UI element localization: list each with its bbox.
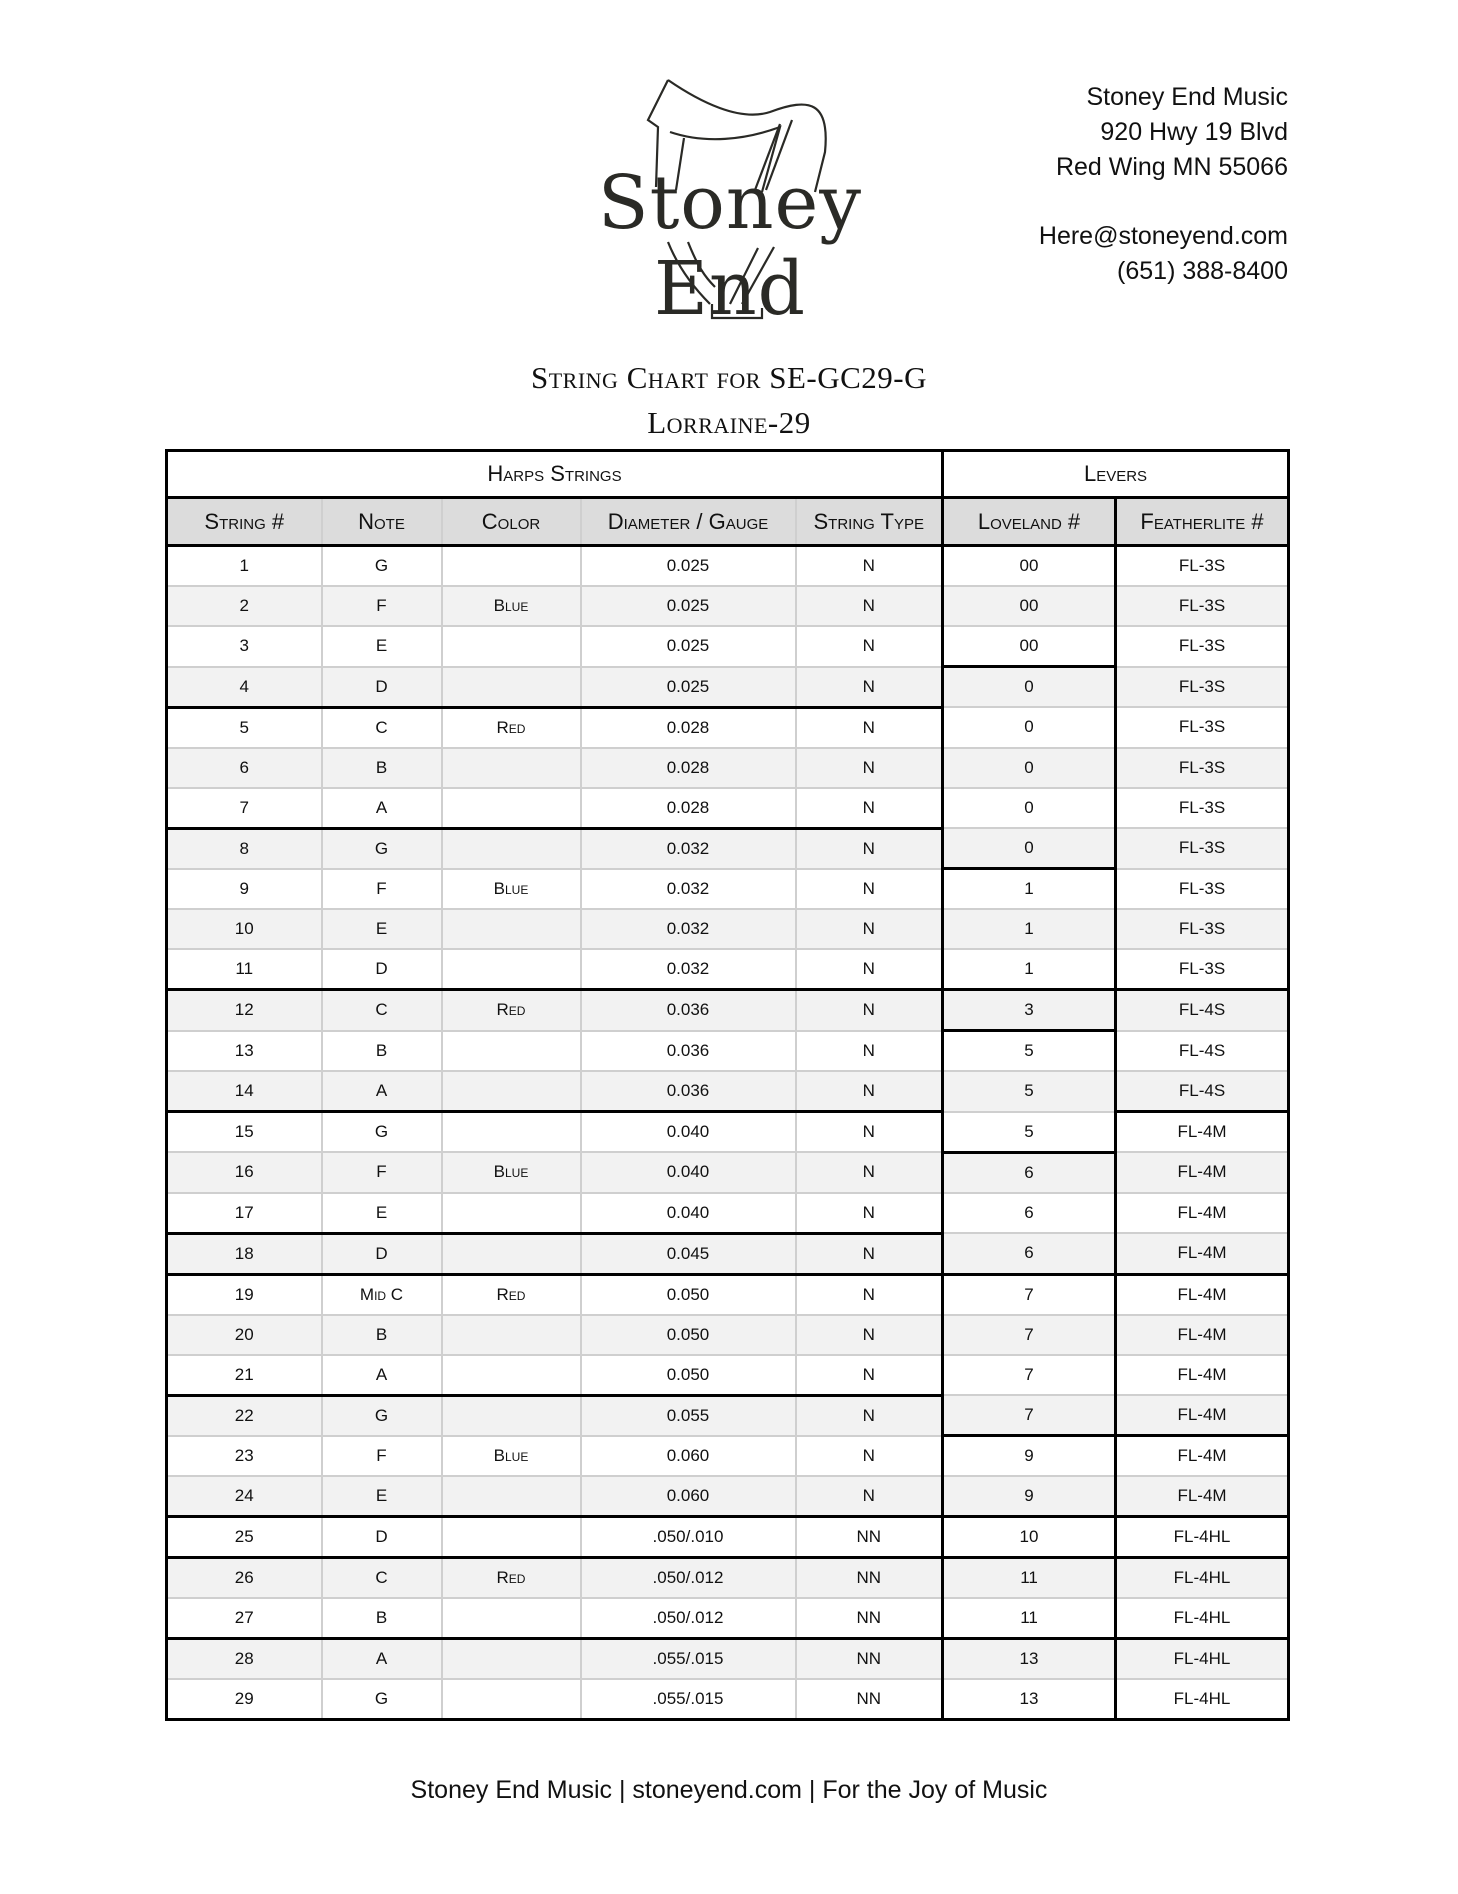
cell-string-number: 26 bbox=[167, 1558, 322, 1599]
cell-featherlite: FL-4M bbox=[1116, 1315, 1289, 1355]
cell-diameter: 0.055 bbox=[581, 1395, 796, 1436]
cell-diameter: 0.025 bbox=[581, 667, 796, 708]
cell-color bbox=[442, 1517, 581, 1558]
table-row bbox=[167, 1436, 1289, 1477]
table-row bbox=[167, 828, 1289, 869]
table-row bbox=[167, 1071, 1289, 1112]
cell-diameter: 0.032 bbox=[581, 909, 796, 949]
cell-diameter: .050/.012 bbox=[581, 1598, 796, 1639]
table-row bbox=[167, 1355, 1289, 1396]
cell-string-number: 20 bbox=[167, 1315, 322, 1355]
cell-featherlite: FL-3S bbox=[1116, 626, 1289, 667]
cell-string-type: N bbox=[796, 667, 943, 708]
cell-string-type: N bbox=[796, 909, 943, 949]
cell-featherlite: FL-3S bbox=[1116, 869, 1289, 910]
cell-featherlite: FL-4M bbox=[1116, 1233, 1289, 1274]
cell-note: E bbox=[322, 909, 442, 949]
cell-loveland: 10 bbox=[943, 1517, 1116, 1558]
cell-color bbox=[442, 828, 581, 869]
cell-string-type: N bbox=[796, 1152, 943, 1193]
stoney-end-logo bbox=[530, 72, 930, 332]
cell-diameter: 0.050 bbox=[581, 1315, 796, 1355]
group-harp-strings: Harps Strings bbox=[167, 451, 943, 498]
cell-string-number: 9 bbox=[167, 869, 322, 910]
contact-block bbox=[1039, 80, 1288, 289]
cell-string-number: 12 bbox=[167, 990, 322, 1031]
cell-diameter: 0.040 bbox=[581, 1152, 796, 1193]
cell-color bbox=[442, 1193, 581, 1234]
cell-string-number: 19 bbox=[167, 1274, 322, 1315]
cell-note: C bbox=[322, 1558, 442, 1599]
cell-diameter: .050/.010 bbox=[581, 1517, 796, 1558]
cell-string-type: N bbox=[796, 869, 943, 910]
cell-color bbox=[442, 949, 581, 990]
cell-note: A bbox=[322, 788, 442, 829]
cell-diameter: 0.060 bbox=[581, 1476, 796, 1517]
table-row bbox=[167, 1395, 1289, 1436]
cell-color bbox=[442, 1679, 581, 1720]
cell-loveland: 5 bbox=[943, 1112, 1116, 1153]
cell-note: D bbox=[322, 667, 442, 708]
cell-featherlite: FL-4M bbox=[1116, 1476, 1289, 1517]
cell-color bbox=[442, 1598, 581, 1639]
cell-string-type: NN bbox=[796, 1598, 943, 1639]
cell-loveland: 9 bbox=[943, 1436, 1116, 1477]
cell-string-type: N bbox=[796, 1071, 943, 1112]
cell-diameter: 0.040 bbox=[581, 1193, 796, 1234]
cell-featherlite: FL-4M bbox=[1116, 1152, 1289, 1193]
string-chart-table bbox=[165, 449, 1290, 1721]
cell-string-number: 8 bbox=[167, 828, 322, 869]
cell-note: D bbox=[322, 1233, 442, 1274]
cell-loveland: 0 bbox=[943, 828, 1116, 869]
cell-string-number: 25 bbox=[167, 1517, 322, 1558]
table-row bbox=[167, 909, 1289, 949]
cell-featherlite: FL-3S bbox=[1116, 788, 1289, 829]
cell-string-number: 27 bbox=[167, 1598, 322, 1639]
cell-loveland: 13 bbox=[943, 1679, 1116, 1720]
cell-note: F bbox=[322, 869, 442, 910]
cell-loveland: 7 bbox=[943, 1315, 1116, 1355]
cell-featherlite: FL-3S bbox=[1116, 949, 1289, 990]
table-row bbox=[167, 707, 1289, 748]
cell-note: G bbox=[322, 828, 442, 869]
cell-diameter: 0.036 bbox=[581, 1031, 796, 1072]
cell-diameter: 0.050 bbox=[581, 1355, 796, 1396]
cell-color bbox=[442, 1315, 581, 1355]
table-row bbox=[167, 1315, 1289, 1355]
cell-color bbox=[442, 1476, 581, 1517]
cell-featherlite: FL-4HL bbox=[1116, 1517, 1289, 1558]
cell-loveland: 7 bbox=[943, 1274, 1116, 1315]
cell-string-number: 16 bbox=[167, 1152, 322, 1193]
cell-loveland: 7 bbox=[943, 1395, 1116, 1436]
cell-string-type: N bbox=[796, 1436, 943, 1477]
cell-diameter: .055/.015 bbox=[581, 1639, 796, 1680]
street-address: 920 Hwy 19 Blvd bbox=[1100, 118, 1288, 146]
cell-diameter: 0.045 bbox=[581, 1233, 796, 1274]
cell-string-type: N bbox=[796, 1395, 943, 1436]
cell-color: Blue bbox=[442, 1436, 581, 1477]
cell-diameter: 0.036 bbox=[581, 990, 796, 1031]
table-row bbox=[167, 1679, 1289, 1720]
cell-note: F bbox=[322, 586, 442, 626]
cell-diameter: 0.028 bbox=[581, 748, 796, 788]
table-row bbox=[167, 788, 1289, 829]
cell-note: A bbox=[322, 1071, 442, 1112]
cell-diameter: 0.025 bbox=[581, 546, 796, 587]
cell-string-number: 22 bbox=[167, 1395, 322, 1436]
col-string-type: String Type bbox=[796, 498, 943, 546]
cell-loveland: 6 bbox=[943, 1193, 1116, 1234]
cell-string-number: 6 bbox=[167, 748, 322, 788]
cell-note: E bbox=[322, 626, 442, 667]
phone-number: (651) 388-8400 bbox=[1117, 257, 1288, 285]
table-row bbox=[167, 1517, 1289, 1558]
cell-loveland: 1 bbox=[943, 949, 1116, 990]
cell-string-number: 7 bbox=[167, 788, 322, 829]
table-row bbox=[167, 869, 1289, 910]
cell-string-type: N bbox=[796, 828, 943, 869]
table-row bbox=[167, 1274, 1289, 1315]
cell-color bbox=[442, 1395, 581, 1436]
cell-note: G bbox=[322, 1112, 442, 1153]
cell-string-type: N bbox=[796, 1112, 943, 1153]
table-row bbox=[167, 626, 1289, 667]
cell-string-number: 2 bbox=[167, 586, 322, 626]
cell-featherlite: FL-4M bbox=[1116, 1355, 1289, 1396]
table-row bbox=[167, 1558, 1289, 1599]
cell-string-number: 21 bbox=[167, 1355, 322, 1396]
cell-loveland: 1 bbox=[943, 909, 1116, 949]
col-note: Note bbox=[322, 498, 442, 546]
cell-color bbox=[442, 748, 581, 788]
table-row bbox=[167, 1476, 1289, 1517]
cell-note: D bbox=[322, 949, 442, 990]
cell-color: Red bbox=[442, 1558, 581, 1599]
cell-string-type: N bbox=[796, 1031, 943, 1072]
cell-string-number: 17 bbox=[167, 1193, 322, 1234]
cell-diameter: 0.025 bbox=[581, 586, 796, 626]
cell-loveland: 5 bbox=[943, 1031, 1116, 1072]
table-row bbox=[167, 546, 1289, 587]
cell-note: F bbox=[322, 1436, 442, 1477]
cell-featherlite: FL-3S bbox=[1116, 586, 1289, 626]
cell-color bbox=[442, 667, 581, 708]
company-name: Stoney End Music bbox=[1086, 83, 1288, 111]
cell-featherlite: FL-3S bbox=[1116, 667, 1289, 708]
cell-string-type: N bbox=[796, 748, 943, 788]
cell-color bbox=[442, 1031, 581, 1072]
cell-string-type: NN bbox=[796, 1639, 943, 1680]
cell-color bbox=[442, 909, 581, 949]
cell-diameter: 0.028 bbox=[581, 707, 796, 748]
cell-string-number: 11 bbox=[167, 949, 322, 990]
cell-color: Red bbox=[442, 1274, 581, 1315]
cell-string-type: N bbox=[796, 626, 943, 667]
cell-string-type: N bbox=[796, 788, 943, 829]
cell-note: A bbox=[322, 1639, 442, 1680]
cell-loveland: 00 bbox=[943, 586, 1116, 626]
cell-color: Red bbox=[442, 707, 581, 748]
cell-loveland: 0 bbox=[943, 788, 1116, 829]
cell-string-type: N bbox=[796, 707, 943, 748]
cell-diameter: 0.025 bbox=[581, 626, 796, 667]
cell-featherlite: FL-4HL bbox=[1116, 1639, 1289, 1680]
cell-featherlite: FL-4M bbox=[1116, 1436, 1289, 1477]
table-row bbox=[167, 1152, 1289, 1193]
cell-string-type: N bbox=[796, 1315, 943, 1355]
cell-loveland: 9 bbox=[943, 1476, 1116, 1517]
cell-featherlite: FL-4HL bbox=[1116, 1598, 1289, 1639]
cell-loveland: 6 bbox=[943, 1152, 1116, 1193]
logo-wordmark: Stoney End bbox=[597, 160, 863, 332]
cell-string-type: N bbox=[796, 1476, 943, 1517]
cell-color bbox=[442, 626, 581, 667]
cell-loveland: 11 bbox=[943, 1558, 1116, 1599]
cell-string-type: N bbox=[796, 586, 943, 626]
cell-color bbox=[442, 546, 581, 587]
cell-loveland: 11 bbox=[943, 1598, 1116, 1639]
cell-color: Blue bbox=[442, 1152, 581, 1193]
table-row bbox=[167, 667, 1289, 708]
cell-note: A bbox=[322, 1355, 442, 1396]
cell-string-number: 4 bbox=[167, 667, 322, 708]
cell-string-type: NN bbox=[796, 1558, 943, 1599]
cell-string-number: 29 bbox=[167, 1679, 322, 1720]
table-row bbox=[167, 1233, 1289, 1274]
table-row bbox=[167, 949, 1289, 990]
table-row bbox=[167, 1639, 1289, 1680]
cell-string-number: 5 bbox=[167, 707, 322, 748]
col-loveland: Loveland # bbox=[943, 498, 1116, 546]
cell-featherlite: FL-4M bbox=[1116, 1112, 1289, 1153]
table-row bbox=[167, 748, 1289, 788]
cell-note: E bbox=[322, 1476, 442, 1517]
cell-diameter: 0.036 bbox=[581, 1071, 796, 1112]
table-row bbox=[167, 1193, 1289, 1234]
city-state-zip: Red Wing MN 55066 bbox=[1055, 153, 1288, 181]
cell-featherlite: FL-3S bbox=[1116, 909, 1289, 949]
col-featherlite: Featherlite # bbox=[1116, 498, 1289, 546]
cell-featherlite: FL-3S bbox=[1116, 828, 1289, 869]
cell-diameter: 0.032 bbox=[581, 828, 796, 869]
cell-string-type: N bbox=[796, 1355, 943, 1396]
col-color: Color bbox=[442, 498, 581, 546]
cell-string-number: 14 bbox=[167, 1071, 322, 1112]
cell-diameter: .055/.015 bbox=[581, 1679, 796, 1720]
table-row bbox=[167, 1598, 1289, 1639]
cell-featherlite: FL-4M bbox=[1116, 1395, 1289, 1436]
cell-featherlite: FL-4HL bbox=[1116, 1679, 1289, 1720]
cell-loveland: 00 bbox=[943, 626, 1116, 667]
cell-note: G bbox=[322, 1679, 442, 1720]
cell-note: E bbox=[322, 1193, 442, 1234]
group-levers: Levers bbox=[943, 451, 1289, 498]
cell-color bbox=[442, 1355, 581, 1396]
column-header-row bbox=[167, 498, 1289, 546]
cell-string-number: 23 bbox=[167, 1436, 322, 1477]
cell-string-type: N bbox=[796, 1274, 943, 1315]
cell-diameter: 0.040 bbox=[581, 1112, 796, 1153]
cell-string-number: 24 bbox=[167, 1476, 322, 1517]
cell-string-number: 18 bbox=[167, 1233, 322, 1274]
cell-loveland: 00 bbox=[943, 546, 1116, 587]
col-string-number: String # bbox=[167, 498, 322, 546]
cell-featherlite: FL-3S bbox=[1116, 707, 1289, 748]
cell-note: G bbox=[322, 1395, 442, 1436]
cell-string-type: N bbox=[796, 546, 943, 587]
page-footer: Stoney End Music | stoneyend.com | For the Joy of Music bbox=[410, 1776, 1048, 1804]
cell-string-number: 15 bbox=[167, 1112, 322, 1153]
cell-featherlite: FL-4S bbox=[1116, 990, 1289, 1031]
table-row bbox=[167, 990, 1289, 1031]
cell-color bbox=[442, 1112, 581, 1153]
cell-note: B bbox=[322, 1031, 442, 1072]
cell-loveland: 3 bbox=[943, 990, 1116, 1031]
cell-string-number: 1 bbox=[167, 546, 322, 587]
cell-note: Mid C bbox=[322, 1274, 442, 1315]
cell-note: C bbox=[322, 990, 442, 1031]
cell-featherlite: FL-3S bbox=[1116, 546, 1289, 587]
cell-string-type: N bbox=[796, 990, 943, 1031]
table-row bbox=[167, 586, 1289, 626]
cell-diameter: .050/.012 bbox=[581, 1558, 796, 1599]
cell-string-number: 3 bbox=[167, 626, 322, 667]
cell-featherlite: FL-4M bbox=[1116, 1274, 1289, 1315]
cell-string-type: NN bbox=[796, 1517, 943, 1558]
cell-color bbox=[442, 1639, 581, 1680]
cell-string-type: N bbox=[796, 949, 943, 990]
cell-loveland: 5 bbox=[943, 1071, 1116, 1112]
table-row bbox=[167, 1112, 1289, 1153]
cell-string-type: NN bbox=[796, 1679, 943, 1720]
cell-note: C bbox=[322, 707, 442, 748]
cell-color: Blue bbox=[442, 869, 581, 910]
cell-diameter: 0.028 bbox=[581, 788, 796, 829]
cell-color: Red bbox=[442, 990, 581, 1031]
cell-string-number: 13 bbox=[167, 1031, 322, 1072]
cell-color bbox=[442, 788, 581, 829]
cell-loveland: 0 bbox=[943, 748, 1116, 788]
group-header-row bbox=[167, 451, 1289, 498]
cell-string-type: N bbox=[796, 1233, 943, 1274]
cell-diameter: 0.050 bbox=[581, 1274, 796, 1315]
cell-color bbox=[442, 1071, 581, 1112]
col-diameter-gauge: Diameter / Gauge bbox=[581, 498, 796, 546]
cell-featherlite: FL-4S bbox=[1116, 1031, 1289, 1072]
cell-featherlite: FL-4HL bbox=[1116, 1558, 1289, 1599]
cell-featherlite: FL-4M bbox=[1116, 1193, 1289, 1234]
cell-loveland: 13 bbox=[943, 1639, 1116, 1680]
cell-loveland: 1 bbox=[943, 869, 1116, 910]
cell-string-type: N bbox=[796, 1193, 943, 1234]
cell-loveland: 0 bbox=[943, 667, 1116, 708]
cell-loveland: 7 bbox=[943, 1355, 1116, 1396]
cell-note: B bbox=[322, 748, 442, 788]
cell-color bbox=[442, 1233, 581, 1274]
cell-string-number: 10 bbox=[167, 909, 322, 949]
harp-model: Lorraine-29 bbox=[647, 405, 811, 440]
cell-note: B bbox=[322, 1598, 442, 1639]
cell-note: F bbox=[322, 1152, 442, 1193]
cell-featherlite: FL-4S bbox=[1116, 1071, 1289, 1112]
cell-loveland: 6 bbox=[943, 1233, 1116, 1274]
email-link[interactable]: Here@stoneyend.com bbox=[1038, 222, 1288, 250]
cell-note: B bbox=[322, 1315, 442, 1355]
cell-diameter: 0.032 bbox=[581, 869, 796, 910]
table-row bbox=[167, 1031, 1289, 1072]
cell-diameter: 0.060 bbox=[581, 1436, 796, 1477]
cell-string-number: 28 bbox=[167, 1639, 322, 1680]
cell-featherlite: FL-3S bbox=[1116, 748, 1289, 788]
cell-color: Blue bbox=[442, 586, 581, 626]
cell-note: G bbox=[322, 546, 442, 587]
cell-loveland: 0 bbox=[943, 707, 1116, 748]
chart-title: String Chart for SE-GC29-G bbox=[530, 360, 928, 395]
cell-diameter: 0.032 bbox=[581, 949, 796, 990]
cell-note: D bbox=[322, 1517, 442, 1558]
